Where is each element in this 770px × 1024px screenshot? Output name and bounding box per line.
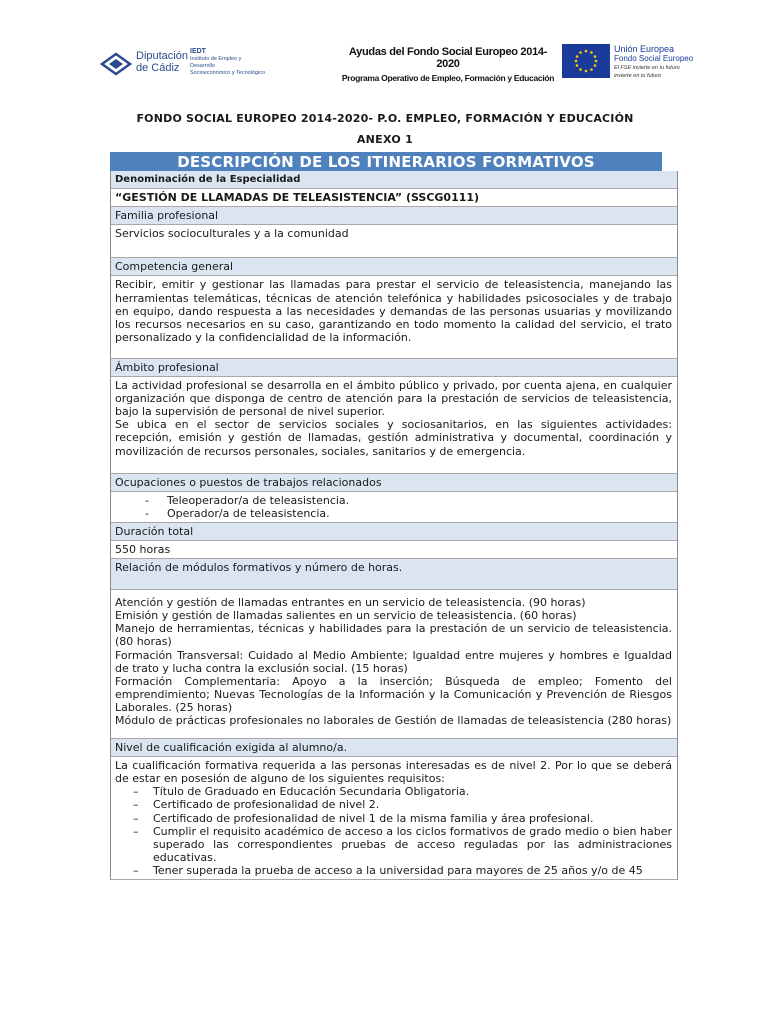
iedt-line1: Instituto de Empleo y Desarrollo [190,56,242,69]
document-title: FONDO SOCIAL EUROPEO 2014-2020- P.O. EMPLEO, FORMACIÓN Y EDUCACIÓN [136,112,634,125]
ayudas-title: Ayudas del Fondo Social Europeo 2014-2020 [348,46,548,70]
section-banner: DESCRIPCIÓN DE LOS ITINERARIOS FORMATIVOS [110,152,662,171]
itinerary-table [110,171,678,880]
iedt-name: IEDT [190,48,206,55]
eu-line2: Fondo Social Europeo [614,54,694,63]
modulo-item: Módulo de prácticas profesionales no laborales de Gestión de llamadas de teleasistencia (280 horas) [115,714,672,727]
eu-flag-icon [562,44,610,78]
eu-line1: Unión Europea [614,44,675,54]
iedt-line2: Socioeconómico y Tecnológico [190,70,266,76]
diputacion-line1: Diputación [136,50,188,62]
ocupacion-item: - Operador/a de teleasistencia. [115,507,672,520]
diputacion-emblem-icon [100,50,132,78]
nivel-intro: La cualificación formativa requerida a las personas interesadas es de nivel 2. Por lo que se deberá de estar en posesión de alguno de los siguientes requisitos: [115,759,672,786]
eu-line4: invierte en tu futuro [614,72,662,79]
requisito-item: – Certificado de profesionalidad de nivel 1 de la misma familia y área profesional. [115,812,672,825]
familia-label: Familia profesional [111,207,677,225]
ocupacion-item: - Teleoperador/a de teleasistencia. [115,494,672,507]
diputacion-line2: de Cádiz [136,62,180,74]
ambito-paragraph-1: La actividad profesional se desarrolla en el ámbito público y privado, por cuenta ajena, en cualquier organización que disponga de centro de atención para la prestación de servicios de teleasistencia, bajo la supervisión de personal de nivel superior. [115,379,672,419]
page-header [0,40,770,90]
duracion-value: 550 horas [111,541,677,559]
nivel-label: Nivel de cualificación exigida al alumno/a. [111,739,677,757]
nivel-value [111,757,677,880]
modulo-item: Emisión y gestión de llamadas salientes en un servicio de teleasistencia. (60 horas) [115,609,577,623]
requisito-item: – Certificado de profesionalidad de nivel 2. [115,798,672,811]
ambito-value [111,377,677,474]
modulo-item: Formación Transversal: Cuidado al Medio Ambiente; Igualdad entre mujeres y hombres e Igualdad de trato y lucha contra la exclusión social. (15 horas) [115,648,672,675]
modulo-item: Formación Complementaria: Apoyo a la inserción; Búsqueda de empleo; Fomento del emprendimiento; Nuevas Tecnologías de la Información y la Comunicación y Prevención de Riesgos Laborales. (25 horas) [115,674,672,714]
eu-line3: El FSE invierte en tu futuro [614,65,680,71]
ambito-paragraph-2: Se ubica en el sector de servicios sociales y sociosanitarios, en las siguientes actividades: recepción, emisión y gestión de llamadas, gestión administrativa y documental, coordinación y movilización de recursos personales, sociales, sanitarios y de emergencia. [115,418,672,458]
denominacion-value: “GESTIÓN DE LLAMADAS DE TELEASISTENCIA” (SSCG0111) [111,189,677,207]
diputacion-text [136,50,188,74]
ocupaciones-list [111,492,677,523]
diputacion-logo [100,48,188,82]
ayudas-subtitle: Programa Operativo de Empleo, Formación y Educación [341,73,555,83]
ambito-label: Ámbito profesional [111,359,677,377]
annex-title: ANEXO 1 [356,133,414,146]
requisito-item: – Título de Graduado en Educación Secundaria Obligatoria. [115,785,672,798]
fse-ayudas-title [338,46,558,83]
modulos-list [111,590,677,739]
familia-value: Servicios socioculturales y a la comunidad [111,225,677,258]
competencia-label: Competencia general [111,258,677,276]
requisito-item: – Tener superada la prueba de acceso a la universidad para mayores de 25 años y/o de 45 [115,864,672,877]
modulo-item: Manejo de herramientas, técnicas y habilidades para la prestación de un servicio de teleasistencia. (80 horas) [115,622,672,649]
requisito-item: – Cumplir el requisito académico de acceso a los ciclos formativos de grado medio o bien haber superado las correspondientes pruebas de acceso reguladas por las administraciones educativas. [115,825,672,864]
iedt-logo [190,48,266,80]
competencia-value: Recibir, emitir y gestionar las llamadas para prestar el servicio de teleasistencia, manejando las herramientas telemáticas, técnicas de atención telefónica y habilidades psicosociales y de trabajo en equipo, dando respuesta a las necesidades y demandas de las personas usuarias y movilizando los recursos necesarios en su caso, garantizando en todo momento la calidad del servicio, el trato personalizado y la confidencialidad de la información. [111,276,677,358]
modulos-label: Relación de módulos formativos y número de horas. [111,559,677,590]
duracion-label: Duración total [111,523,677,541]
eu-text [614,44,693,79]
ocupaciones-label: Ocupaciones o puestos de trabajos relacionados [111,474,677,492]
modulo-item: Atención y gestión de llamadas entrantes en un servicio de teleasistencia. (90 horas) [115,596,586,610]
denominacion-label: Denominación de la Especialidad [111,171,677,189]
